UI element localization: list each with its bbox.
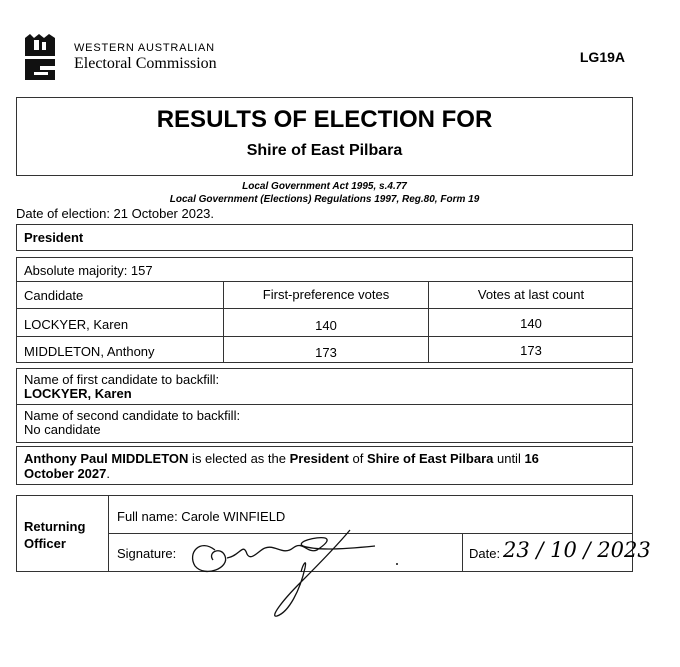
table-row-candidate: LOCKYER, Karen (24, 317, 129, 332)
table-row-last-count: 173 (520, 343, 542, 358)
column-header-first-preference: First-preference votes (262, 287, 390, 302)
page-title: RESULTS OF ELECTION FOR (156, 106, 493, 133)
elected-role: President (289, 451, 349, 466)
statement-text: until (493, 451, 525, 466)
election-statement-box (16, 446, 633, 485)
date-label: Date: (469, 546, 501, 561)
absolute-majority: Absolute majority: 157 (24, 263, 153, 278)
elected-candidate-name: Anthony Paul MIDDLETON (24, 451, 189, 466)
election-statement (24, 451, 624, 481)
office-label: President (24, 230, 84, 245)
page-subtitle: Shire of East Pilbara (246, 142, 403, 159)
title-box (16, 97, 633, 176)
handwritten-signature (185, 528, 415, 623)
organisation-name-line2: Electoral Commission (74, 55, 217, 72)
table-row-first-preference: 140 (315, 318, 337, 333)
form-code: LG19A (579, 49, 625, 65)
office-box (16, 224, 633, 251)
legislation-reference (16, 180, 633, 206)
returning-officer-heading-line1: Returning (24, 519, 86, 534)
first-backfill-label: Name of first candidate to backfill: (24, 372, 220, 387)
table-row-last-count: 140 (520, 316, 542, 331)
term-end-day: 16 (524, 451, 539, 466)
second-backfill-label: Name of second candidate to backfill: (24, 408, 241, 423)
second-backfill-candidate: No candidate (24, 422, 101, 437)
election-date: Date of election: 21 October 2023. (16, 206, 215, 221)
column-header-last-count: Votes at last count (477, 287, 585, 302)
backfill-box (16, 368, 633, 443)
statement-text: . (106, 466, 110, 481)
returning-officer-heading (24, 518, 85, 552)
local-government-name: Shire of East Pilbara (366, 451, 494, 466)
column-header-candidate: Candidate (24, 288, 84, 303)
returning-officer-full-name: Full name: Carole WINFIELD (117, 509, 286, 524)
signature-label: Signature: (117, 546, 177, 561)
handwritten-date: 23 / 10 / 2023 (503, 538, 651, 562)
returning-officer-heading-line2: Officer (24, 536, 66, 551)
table-row-candidate: MIDDLETON, Anthony (24, 344, 155, 359)
first-backfill-candidate: LOCKYER, Karen (24, 386, 132, 401)
wa-electoral-commission-logo (22, 30, 58, 82)
organisation-name-line1: WESTERN AUSTRALIAN (74, 42, 215, 54)
table-row-first-preference: 173 (315, 345, 337, 360)
legislation-regulations: Local Government (Elections) Regulations 1997, Reg.80, Form 19 (169, 194, 480, 205)
legislation-act: Local Government Act 1995, s.4.77 (242, 181, 407, 192)
term-end-month-year: October 2027 (24, 466, 107, 481)
statement-text: of (348, 451, 367, 466)
results-table (16, 257, 633, 363)
organisation-name (74, 42, 217, 73)
statement-text: is elected as the (188, 451, 290, 466)
